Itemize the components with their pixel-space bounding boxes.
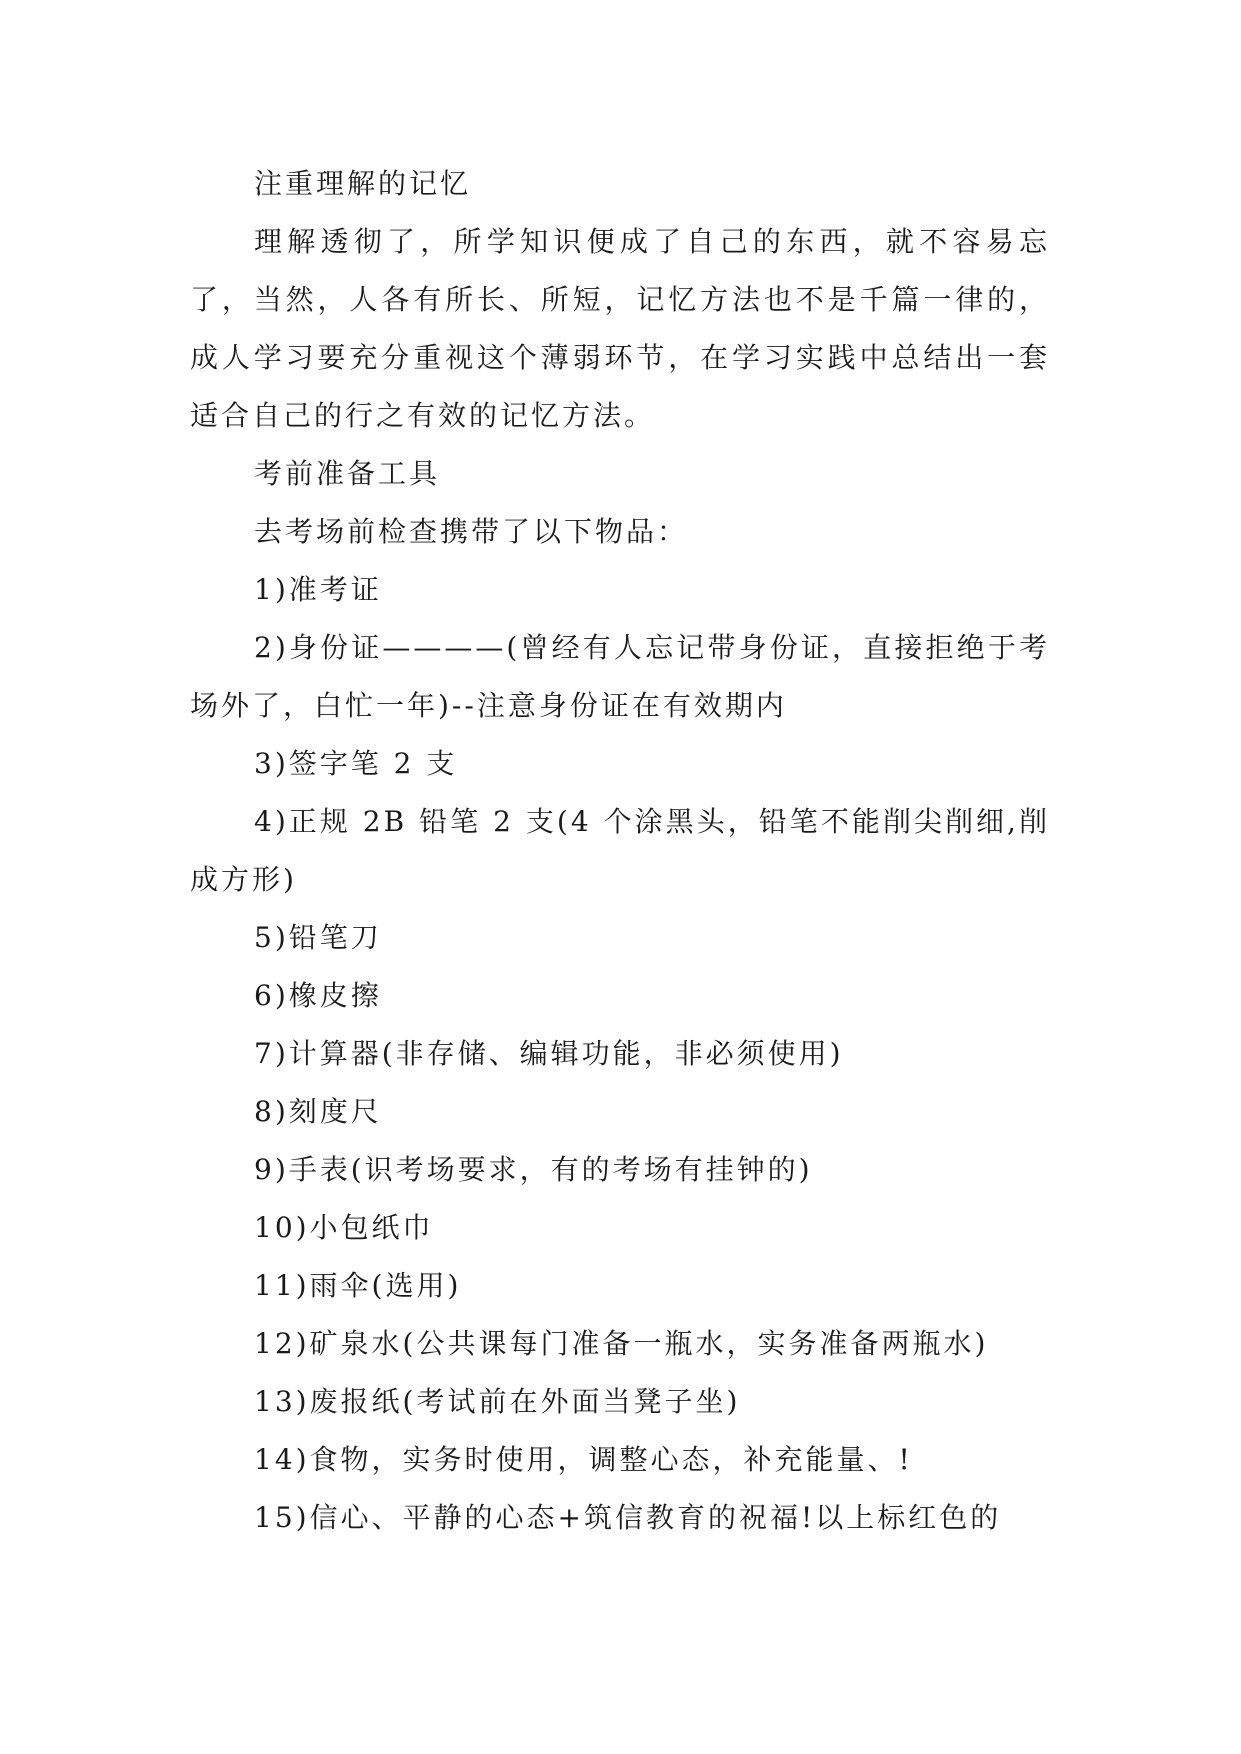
section-heading: 考前准备工具 [254, 457, 441, 490]
list-item: 9)手表(识考场要求，有的考场有挂钟的) [254, 1153, 813, 1186]
list-item: 8)刻度尺 [254, 1095, 382, 1128]
list-item: 4)正规 2B 铅笔 2 支(4 个涂黑头，铅笔不能削尖削细,削成方形) [190, 805, 1050, 896]
section-heading: 注重理解的记忆 [254, 167, 472, 200]
list-item: 3)签字笔 2 支 [254, 747, 458, 780]
body-paragraph: 去考场前检查携带了以下物品： [254, 515, 689, 548]
list-item: 6)橡皮擦 [254, 979, 382, 1012]
list-item: 2)身份证————(曾经有人忘记带身份证，直接拒绝于考场外了，白忙一年)--注意身份证在有效期内 [190, 631, 1050, 722]
list-item: 14)食物，实务时使用，调整心态，补充能量、! [254, 1443, 913, 1476]
document-body [190, 155, 1050, 1547]
list-item: 5)铅笔刀 [254, 921, 382, 954]
list-item: 15)信心、平静的心态+筑信教育的祝福!以上标红色的 [254, 1501, 1002, 1534]
list-item: 7)计算器(非存储、编辑功能，非必须使用) [254, 1037, 844, 1070]
list-item: 12)矿泉水(公共课每门准备一瓶水，实务准备两瓶水) [254, 1327, 989, 1360]
list-item: 11)雨伞(选用) [254, 1269, 462, 1302]
list-item: 1)准考证 [254, 573, 382, 606]
body-paragraph: 理解透彻了，所学知识便成了自己的东西，就不容易忘了，当然，人各有所长、所短，记忆方法也不是千篇一律的，成人学习要充分重视这个薄弱环节，在学习实践中总结出一套适合自己的行之有效的记忆方法。 [190, 225, 1050, 432]
list-item: 10)小包纸巾 [254, 1211, 434, 1244]
list-item: 13)废报纸(考试前在外面当凳子坐) [254, 1385, 741, 1418]
